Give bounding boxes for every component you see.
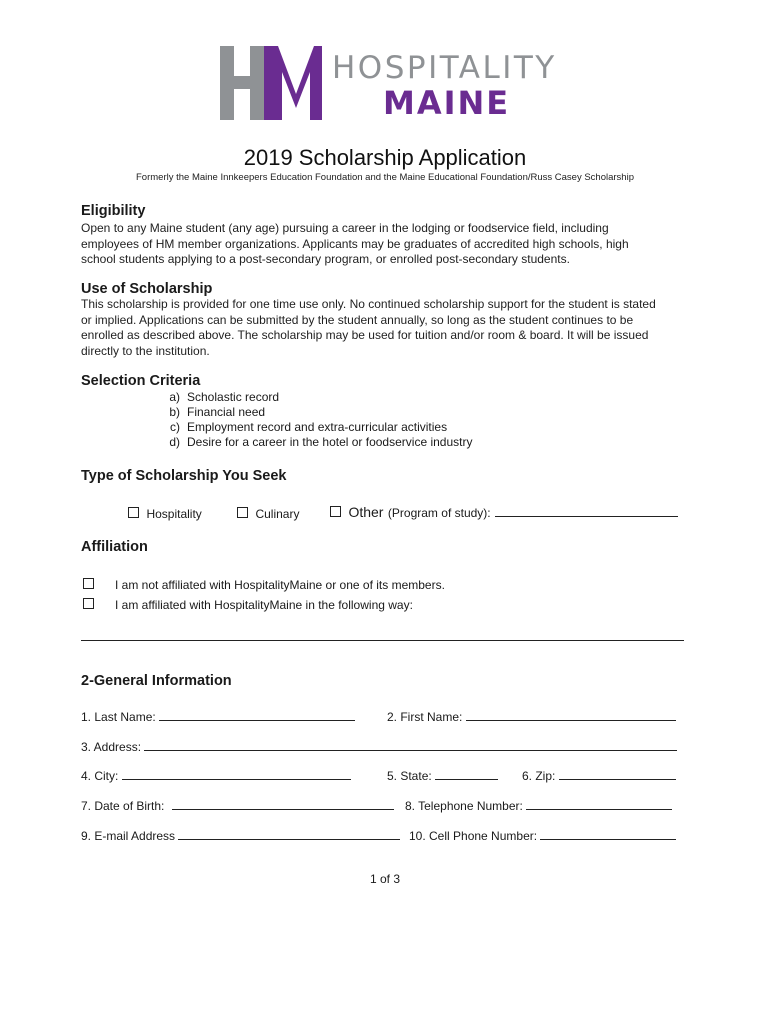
use-line: enrolled as described above. The scholarship may be used for tuition and/or room & board. It will be issued: [81, 328, 649, 342]
checkbox-square[interactable]: [128, 507, 139, 518]
field-line[interactable]: [466, 708, 676, 721]
affiliation-heading: Affiliation: [81, 539, 148, 555]
checkbox-label: Culinary: [255, 507, 300, 521]
eligibility-line: school students applying to a post-secondary program, or enrolled post-secondary students.: [81, 252, 570, 266]
checkbox-square[interactable]: [237, 507, 248, 518]
cell-phone-field[interactable]: [409, 827, 676, 843]
hospitality-maine-logo: [220, 44, 560, 124]
affiliation-option-2: I am affiliated with HospitalityMaine in the following way:: [115, 598, 413, 612]
field-label: 10. Cell Phone Number:: [409, 829, 538, 843]
zip-field[interactable]: [522, 767, 676, 783]
field-label: 1. Last Name:: [81, 710, 156, 724]
eligibility-line: employees of HM member organizations. Applicants may be graduates of accredited high schools, high: [81, 236, 629, 251]
logo-word-hospitality: HOSPITALITY: [332, 50, 557, 86]
general-section: [81, 673, 232, 689]
general-heading: 2-General Information: [81, 673, 232, 689]
city-field[interactable]: [81, 767, 351, 783]
use-text: [81, 297, 681, 359]
field-label: 7. Date of Birth:: [81, 799, 165, 813]
checkbox-culinary[interactable]: [237, 505, 299, 523]
criteria-list: [154, 390, 472, 450]
use-section: [81, 281, 681, 359]
checkbox-square[interactable]: [83, 578, 94, 589]
field-line[interactable]: [144, 738, 677, 751]
checkbox-affiliated[interactable]: [83, 596, 94, 614]
list-item: d) Desire for a career in the hotel or foodservice industry: [169, 435, 473, 449]
use-line: directly to the institution.: [81, 343, 210, 358]
eligibility-section: [81, 203, 681, 268]
checkbox-square[interactable]: [330, 506, 341, 517]
field-line[interactable]: [435, 767, 498, 780]
field-label: 2. First Name:: [387, 710, 463, 724]
affiliation-option-1: I am not affiliated with HospitalityMaine or one of its members.: [115, 578, 445, 592]
checkbox-hospitality[interactable]: [128, 505, 202, 523]
field-label: 3. Address:: [81, 740, 142, 754]
page-number: 1 of 3: [369, 872, 401, 886]
field-line[interactable]: [122, 767, 351, 780]
field-label: 6. Zip:: [522, 769, 556, 783]
type-section: [81, 468, 286, 484]
field-line[interactable]: [178, 827, 400, 840]
eligibility-heading: Eligibility: [81, 203, 146, 219]
use-heading: Use of Scholarship: [81, 281, 213, 297]
checkbox-other[interactable]: [330, 504, 678, 522]
list-item: a) Scholastic record: [169, 390, 280, 404]
field-line[interactable]: [559, 767, 676, 780]
use-line: This scholarship is provided for one time use only. No continued scholarship support for the student is stated: [81, 297, 656, 311]
affiliation-description-field[interactable]: [81, 640, 684, 641]
eligibility-line: Open to any Maine student (any age) pursuing a career in the lodging or foodservice field, including: [81, 221, 609, 235]
telephone-field[interactable]: [405, 797, 672, 813]
checkbox-not-affiliated[interactable]: [83, 576, 94, 594]
field-line[interactable]: [526, 797, 672, 810]
logo-word-maine: MAINE: [383, 84, 511, 122]
list-item: c) Employment record and extra-curricular activities: [170, 420, 448, 434]
field-label: 4. City:: [81, 769, 119, 783]
field-label: 5. State:: [387, 769, 432, 783]
criteria-heading: Selection Criteria: [81, 373, 201, 389]
page-title: 2019 Scholarship Application: [243, 145, 527, 170]
criteria-section: [81, 373, 200, 389]
affiliation-section: [81, 539, 148, 555]
checkbox-label: Other: [348, 504, 384, 520]
hm-logo-mark: [220, 46, 330, 122]
field-label: 8. Telephone Number:: [405, 799, 523, 813]
checkbox-square[interactable]: [83, 598, 94, 609]
eligibility-text: [81, 221, 681, 268]
field-line[interactable]: [172, 797, 394, 810]
field-line[interactable]: [159, 708, 355, 721]
field-line[interactable]: [540, 827, 676, 840]
program-of-study-field[interactable]: [495, 504, 678, 517]
checkbox-label: Hospitality: [146, 507, 202, 521]
list-item: b) Financial need: [169, 405, 266, 419]
checkbox-sublabel: (Program of study):: [387, 506, 491, 520]
last-name-field[interactable]: [81, 708, 355, 724]
field-label: 9. E-mail Address: [81, 829, 176, 843]
first-name-field[interactable]: [387, 708, 676, 724]
state-field[interactable]: [387, 767, 498, 783]
use-line: or implied. Applications can be submitted by the student annually, so long as the student continues to be: [81, 312, 634, 327]
date-of-birth-field[interactable]: [81, 797, 394, 813]
page-subtitle: Formerly the Maine Innkeepers Education Foundation and the Maine Educational Foundation/Russ Casey Scholarship: [136, 172, 634, 183]
email-field[interactable]: [81, 827, 400, 843]
address-field[interactable]: [81, 738, 677, 754]
type-heading: Type of Scholarship You Seek: [81, 468, 287, 484]
